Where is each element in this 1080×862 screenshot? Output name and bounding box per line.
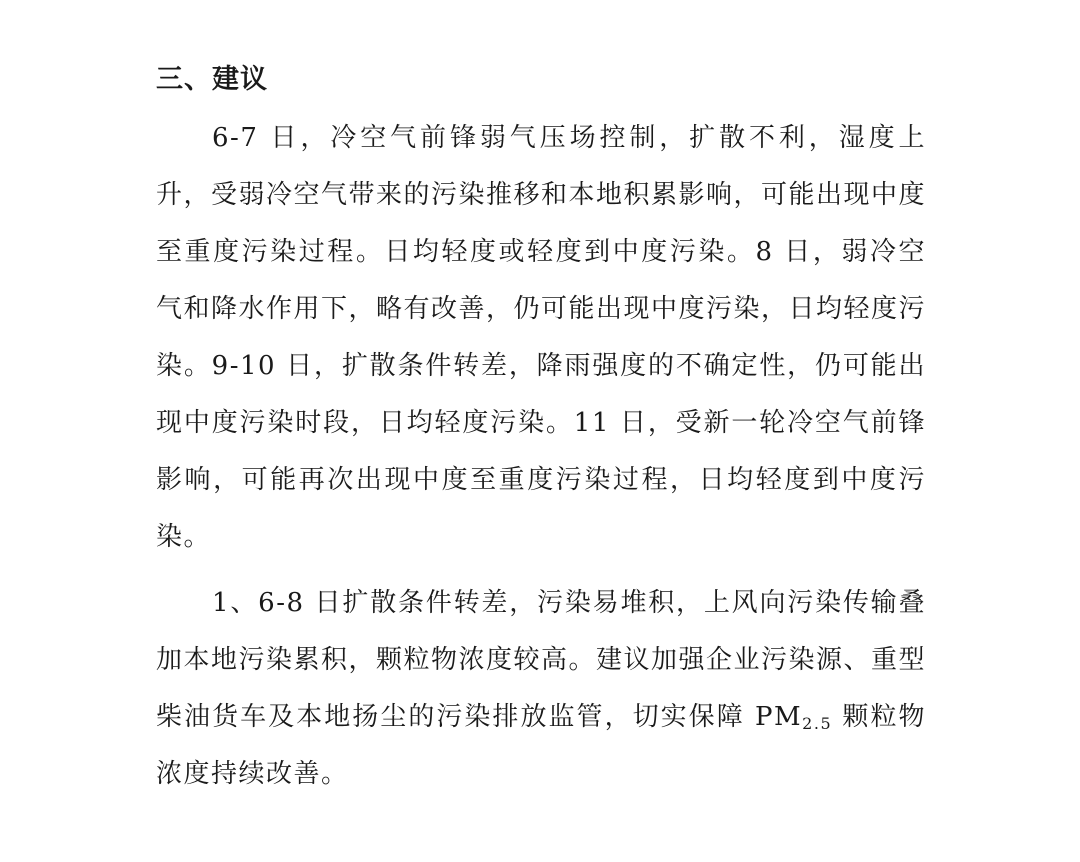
section-heading: 三、建议 [156,64,268,95]
recommendation-text-before: 1、6-8 日扩散条件转差，污染易堆积，上风向污染传输叠加本地污染累积，颗粒物浓度较高。建议加强企业污染源、重型柴油货车及本地扬尘的污染排放监管，切实保障 PM [156,588,927,732]
pm-subscript: 2.5 [802,714,833,733]
recommendation-text-after: 颗粒物浓度持续改善。 [156,702,926,789]
recommendation-paragraph [156,575,926,803]
forecast-paragraph [156,110,926,566]
forecast-text: 6-7 日，冷空气前锋弱气压场控制，扩散不利，湿度上升，受弱冷空气带来的污染推移和本地积累影响，可能出现中度至重度污染过程。日均轻度或轻度到中度污染。8 日，弱冷空气和降水作用下，略有改善，仍可能出现中度污染，日均轻度污染。9-10 日，扩散条件转差，降雨强度的不确定性，仍可能出现中度污染时段，日均轻度污染。11 日，受新一轮冷空气前锋影响，可能再次出现中度至重度污染过程，日均轻度到中度污染。 [156,123,927,552]
